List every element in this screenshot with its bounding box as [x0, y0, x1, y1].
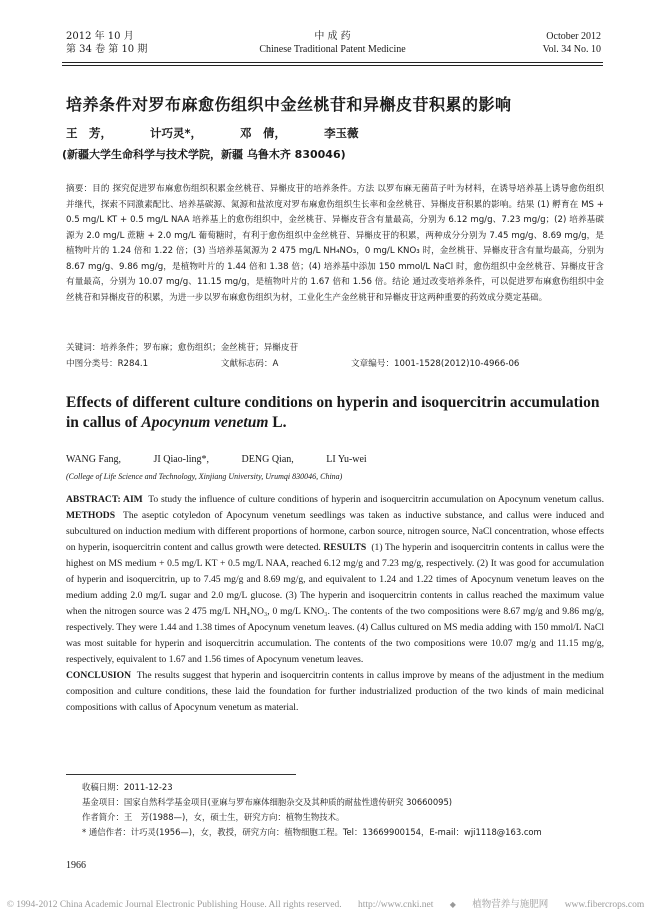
header-cn-date-line1: 2012 年 10 月 [66, 31, 134, 42]
footnote-rule [66, 774, 296, 775]
en-abstract [66, 492, 604, 716]
cn-affiliation: (新疆大学生命科学与技术学院，新疆 乌鲁木齐 830046) [62, 148, 346, 161]
en-aim-label: ABSTRACT: AIM [66, 494, 143, 505]
en-authors [66, 454, 397, 465]
footnote-author-bio: 作者简介：王 芳(1988—)，女，硕士生，研究方向：植物生物技术。 [82, 812, 345, 822]
en-title-species: Apocynum venetum [141, 414, 269, 431]
header-en-vol: Vol. 34 No. 10 [542, 44, 601, 55]
footer [0, 896, 665, 910]
footnote-received: 收稿日期：2011-12-23 [82, 782, 173, 792]
en-conclusion-text: The results suggest that hyperin and isoquercitrin contents in callus improve by means of the adjustment in the medium composition and culture conditions, these laid the foundation for further industrialized production of the two kinds of main medicinal compositions with callus of Apocynum venetum as material. [66, 670, 604, 713]
cn-abstract: 摘要：目的 探究促进罗布麻愈伤组织积累金丝桃苷、异槲皮苷的培养条件。方法 以罗布麻无菌苗子叶为材料，在诱导培养基上诱导愈伤组织并继代，探索不同激素配比、培养基碳源、氮源和盐浓度对罗布麻愈伤组织生长率和金丝桃苷、异槲皮苷积累的影响。结果 (1) 孵育在 MS + 0.5 mg/L KT + 0.5 mg/L NAA 培养基上的愈伤组织中，金丝桃苷、异槲皮苷含有量最高，分别为 6.12 mg/g、7.23 mg/g；(2) 培养基碳源为 2.0 mg/L 蔗糖 + 2.0 mg/L 葡萄糖时，有利于愈伤组织中金丝桃苷、异槲皮苷的积累，两种成分分别为 7.45 mg/g、8.69 mg/g，是植物叶片的 1.24 倍和 1.22 倍；(3) 当培养基氮源为 2 475 mg/L NH₄NO₃，0 mg/L KNO₃ 时，金丝桃苷、异槲皮苷含有量均最高，分别为 8.67 mg/g、9.86 mg/g，是植物叶片的 1.44 倍和 1.38 倍；(4) 培养基中添加 150 mmol/L NaCl 时，愈伤组织中金丝桃苷、异槲皮苷含有量最高，分别为 10.07 mg/g、11.15 mg/g，是植物叶片的 1.67 倍和 1.56 倍。结论 通过改变培养条件，可以促进罗布麻愈伤组织中金丝桃苷和异槲皮苷的积累，为进一步以罗布麻愈伤组织为材，工业化生产金丝桃苷和异槲皮苷这两种重要的药效成分奠定基础。 [66, 184, 604, 303]
header-journal-cn: 中 成 药 [314, 31, 351, 42]
cn-classification [66, 357, 604, 369]
en-author: DENG Qian, [241, 454, 294, 465]
en-conclusion-label: CONCLUSION [66, 670, 132, 681]
page-number: 1966 [66, 860, 86, 871]
cn-clc-number: 中图分类号：R284.1 [66, 359, 149, 369]
en-affiliation: (College of Life Science and Technology, Xinjiang University, Urumqi 830046, China) [66, 472, 343, 481]
en-author: LI Yu-wei [326, 454, 367, 465]
header-rule [62, 62, 603, 66]
en-results-label: RESULTS [323, 542, 367, 553]
cn-doc-code: 文献标志码：A [220, 359, 279, 369]
footer-url[interactable]: http://www.cnki.net [358, 900, 434, 910]
watermark-logo-icon: ◆ [449, 900, 456, 910]
en-methods-label: METHODS [66, 510, 116, 521]
cn-author: 王 芳， [66, 126, 112, 140]
cn-author: 邓 倩， [240, 126, 287, 140]
cn-article-number: 文章编号：1001-1528(2012)10-4966-06 [351, 359, 520, 369]
header-cn-date-line2: 第 34 卷 第 10 期 [66, 44, 148, 55]
cn-author: 李玉薇 [324, 126, 359, 140]
cn-author: 计巧灵*， [150, 126, 203, 140]
footnote-funding: 基金项目：国家自然科学基金项目(亚麻与罗布麻体细胞杂交及其种质的耐盐性遗传研究 30660095) [82, 797, 453, 807]
en-author: WANG Fang, [66, 454, 121, 465]
footer-watermark-url: www.fibercrops.com [564, 900, 645, 910]
en-methods-text: The aseptic cotyledon of Apocynum venetum seedlings was taken as inductive substance, and callus were induced and subcultured on induction medium with different proportions of hormone, carbon source, nitrogen source, NaCl concentration, whose effects on hyperin, isoquercitrin content and callus growth were detected. [66, 510, 604, 553]
en-title-end: L. [268, 414, 287, 431]
header-journal-en: Chinese Traditional Patent Medicine [259, 44, 406, 55]
footnote-corresponding: * 通信作者：计巧灵(1956—)，女，教授，研究方向：植物细胞工程。Tel：13669900154，E-mail：wji1118@163.com [82, 827, 542, 837]
footer-watermark-cn: 植物营养与施肥网 [472, 899, 549, 910]
en-aim-text: To study the influence of culture conditions of hyperin and isoquercitrin accumulation on Apocynum venetum callus. [148, 494, 604, 505]
cn-authors [66, 125, 393, 141]
cn-title: 培养条件对罗布麻愈伤组织中金丝桃苷和异槲皮苷积累的影响 [66, 95, 512, 114]
header-en-date [543, 30, 601, 56]
en-author: JI Qiao-ling*, [153, 454, 210, 465]
cn-keywords: 关键词：培养条件；罗布麻；愈伤组织；金丝桃苷；异槲皮苷 [66, 343, 299, 353]
footnotes [82, 780, 612, 840]
en-title [66, 393, 606, 433]
en-results-text: (1) The hyperin and isoquercitrin contents in callus were the highest on MS medium + 0.5 mg/L KT + 0.5 mg/L NAA, reached 6.12 mg/g and 7.23 mg/g, respectively. (2) It was good for accumulation of hyperin and isoquercitrin, up to 7.45 mg/g and 8.69 mg/g, and equivalent to 1.24 and 1.22 times of Apocynum venetum leaves on the medium adding 2.0 mg/L sugar and 2.0 mg/L glucose. (3) The hyperin and isoquercitrin contents in callus reached the maximum value when the nitrogen source was 2 475 mg/L NH₄NO₃, 0 mg/L KNO₃. The contents of the two compositions were 8.67 mg/g and 9.86 mg/g, respectively. They were 1.44 and 1.38 times of Apocynum venetum leaves. (4) Callus cultured on MS media adding with 150 mmol/L NaCl was most suitable for hyperin and isoquercitrin accumulation. The contents of the two compositions were 10.07 mg/g and 11.15 mg/g, respectively, equivalent to 1.67 and 1.56 times of Apocynum venetum leaves. [66, 542, 605, 665]
en-title-main: Effects of different culture conditions on hyperin and isoquercitrin accumulation in callus of [66, 394, 600, 431]
footer-copyright: © 1994-2012 China Academic Journal Electronic Publishing House. All rights reserved. [6, 900, 342, 910]
header-en-date-line1: October 2012 [546, 31, 601, 42]
